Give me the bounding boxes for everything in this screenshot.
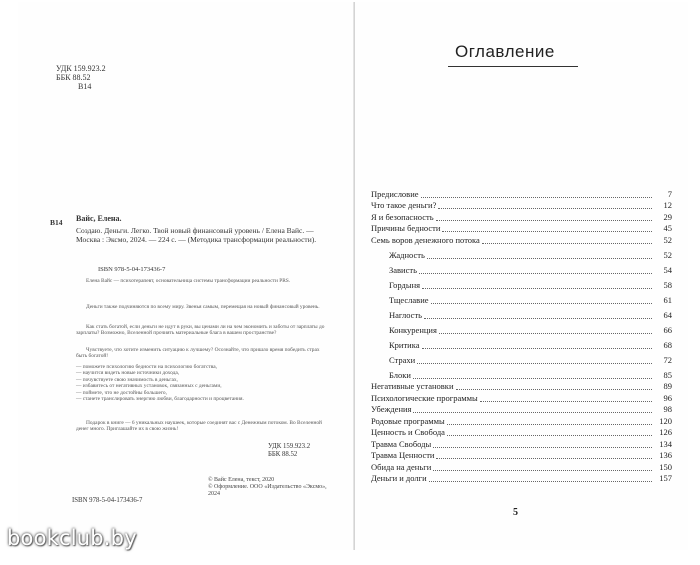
toc-entry-page: 52: [663, 234, 672, 245]
toc-entry-page: 72: [663, 354, 672, 365]
list-item: — почувствуете свою значимость в деньгах,: [76, 376, 178, 383]
annotation-paragraph-1: Елена Вайс — психотерапевт, основательница системы трансформации реальности PRS.: [86, 278, 291, 284]
toc-entry-title: Семь воров денежного потока: [371, 234, 480, 245]
toc-entry: [371, 234, 672, 246]
toc-entry-title: Деньги и долги: [371, 473, 427, 483]
toc-dot-leader: [433, 469, 652, 471]
toc-dot-leader: [421, 196, 652, 198]
list-item: — поможете психологию бедности на психологию богатства,: [76, 364, 217, 370]
bibliographic-record: Создаю. Деньги. Легко. Твой новый финансовый уровень / Елена Вайс. — Москва : Эксмо, 2024. — 224 с. — (Методика трансформации реальности).: [76, 226, 317, 245]
toc-entry-page: 58: [663, 279, 672, 290]
isbn-top: ISBN 978-5-04-173436-7: [98, 266, 166, 273]
toc-dot-leader: [438, 207, 652, 209]
toc-dot-leader: [436, 457, 652, 459]
toc-entry-title: Негативные установки: [371, 381, 454, 391]
toc-entry: [371, 461, 672, 473]
toc-entry-page: 29: [663, 211, 672, 222]
toc-entry-page: 96: [663, 392, 672, 403]
toc-dot-leader: [424, 317, 652, 319]
toc-entry-title: Предисловие: [371, 188, 419, 199]
toc-entry-page: 157: [659, 473, 672, 483]
toc-entry: [371, 392, 672, 404]
toc-entry: [371, 351, 672, 366]
toc-entry: [371, 211, 672, 223]
toc-entry-page: 64: [663, 309, 672, 320]
toc-entry: [371, 306, 672, 321]
page-number: 5: [513, 507, 518, 518]
toc-dot-leader: [419, 272, 652, 274]
toc-entry: [371, 261, 672, 276]
toc-title: Оглавление: [455, 42, 555, 61]
toc-entry: [371, 291, 672, 306]
toc-entry-title: Причины бедности: [371, 223, 441, 233]
udc-block: [56, 64, 106, 91]
author-code: В14: [50, 218, 63, 227]
toc-dot-leader: [427, 257, 652, 259]
toc-entry-page: 85: [663, 369, 672, 380]
list-item: — избавитесь от негативных установок, связанных с деньгами,: [76, 383, 222, 390]
toc-entry-title: Травма Свободы: [371, 438, 432, 449]
toc-entry-title: Родовые программы: [371, 415, 445, 426]
bbk-line: ББК 88.52: [268, 451, 298, 458]
list-item: — станете транслировать энергию любви, благодарности и процветания.: [76, 396, 244, 403]
toc-entry: [371, 188, 672, 200]
toc-entry-title: Ценность и Свобода: [371, 427, 445, 437]
isbn-bottom: ISBN 978-5-04-173436-7: [72, 497, 143, 504]
toc-entry-title: Что такое деньги?: [371, 200, 437, 210]
toc-entry: [371, 366, 672, 381]
toc-entry-page: 52: [663, 249, 672, 260]
annotation-paragraph-3: Как стать богатой, если деньги не идут в руки, вы ценами ли на чем экономить и заботы от зарплаты до зарплаты? Возможно, Вселенной прочиять материальные блага в вашем пространстве?: [76, 324, 325, 337]
toc-entry: [371, 415, 672, 427]
toc-entry-title: Тщеславие: [371, 295, 431, 306]
list-item: — научится видеть новые источники дохода,: [76, 370, 180, 377]
table-of-contents: [371, 188, 672, 484]
watermark-logo: bookclub.by: [7, 526, 137, 550]
udc-line: УДК 159.923.2: [268, 443, 311, 450]
toc-entry-title: Убеждения: [371, 404, 412, 414]
toc-entry-page: 54: [663, 264, 672, 275]
toc-entry: [371, 381, 672, 393]
toc-entry-title: Критика: [371, 340, 422, 351]
toc-dot-leader: [417, 362, 652, 364]
toc-entry-title: Психологические программы: [371, 392, 478, 403]
copyright-design: © Оформление. ООО «Издательство «Эксмо», 2024: [208, 484, 327, 498]
copyright-block: [208, 477, 338, 499]
author-name: Вайс, Елена.: [76, 214, 122, 223]
toc-entry-page: 98: [663, 404, 672, 414]
toc-entry-page: 89: [663, 381, 672, 391]
toc-dot-leader: [429, 480, 652, 482]
toc-entry-title: Конкуренция: [371, 325, 439, 336]
toc-entry-page: 61: [663, 294, 672, 305]
toc-entry-title: Жадность: [371, 250, 427, 261]
toc-entry: [371, 200, 672, 212]
toc-entry-page: 150: [659, 461, 672, 472]
annotation-paragraph-2: Деньги также подчиняются по всему миру. Звенья самым, перемещая на новый финансовый уровень.: [86, 304, 320, 310]
toc-dot-leader: [482, 242, 652, 244]
toc-entry-page: 136: [659, 450, 672, 460]
toc-dot-leader: [456, 388, 653, 390]
toc-entry-title: Травма Ценности: [371, 450, 435, 460]
toc-entry: [371, 438, 672, 450]
toc-dot-leader: [422, 347, 652, 349]
toc-entry-page: 120: [659, 415, 672, 426]
toc-dot-leader: [439, 332, 652, 334]
toc-entry-page: 66: [663, 324, 672, 335]
toc-dot-leader: [480, 400, 652, 402]
left-page: [18, 2, 355, 550]
toc-entry: [371, 427, 672, 439]
toc-entry-title: Наглость: [371, 310, 424, 321]
toc-entry-page: 126: [659, 427, 672, 437]
annotation-paragraph-4: Чувствуете, что хотите изменить ситуацию к лучшему? Осознайте, что пришло время победить страх быть богатой!: [76, 347, 320, 360]
toc-dot-leader: [431, 302, 652, 304]
toc-entry: [371, 223, 672, 235]
toc-entry-title: Обида на деньги: [371, 461, 432, 472]
author-code-line: В14: [78, 82, 92, 91]
bbk-line: ББК 88.52: [56, 73, 91, 82]
toc-entry: [371, 246, 672, 261]
copyright-text: © Вайс Елена, текст, 2020: [208, 477, 275, 483]
udc-bottom: [268, 443, 310, 459]
toc-entry-title: Блоки: [371, 370, 413, 381]
list-item: — поймете, что не достойны большего,: [76, 389, 167, 396]
toc-entry: [371, 450, 672, 462]
toc-dot-leader: [422, 287, 652, 289]
toc-entry: [371, 473, 672, 485]
toc-dot-leader: [413, 411, 652, 413]
toc-entry-page: 68: [663, 339, 672, 350]
toc-entry-title: Зависть: [371, 265, 419, 276]
toc-entry-title: Я и безопасность: [371, 211, 434, 222]
toc-dot-leader: [436, 219, 652, 221]
toc-entry: [371, 321, 672, 336]
toc-entry-page: 7: [667, 188, 672, 199]
toc-entry: [371, 404, 672, 416]
toc-dot-leader: [447, 434, 652, 436]
toc-entry-page: 12: [663, 200, 672, 210]
toc-dot-leader: [413, 377, 652, 379]
toc-entry-page: 134: [659, 438, 672, 449]
udc-line: УДК 159.923.2: [56, 64, 106, 73]
toc-entry-title: Гордыня: [371, 280, 422, 291]
toc-title-underline: [448, 66, 578, 67]
toc-entry: [371, 336, 672, 351]
toc-entry: [371, 276, 672, 291]
toc-dot-leader: [442, 230, 652, 232]
toc-dot-leader: [447, 423, 652, 425]
toc-entry-page: 45: [663, 223, 672, 233]
annotation-paragraph-5: Подарок в книге — 6 уникальных наушеек, которые соединят вас с Денежным потоком. Во Вселенной денег много. Приглашайте их в свою жизнь!: [76, 420, 322, 433]
toc-entry-title: Страхи: [371, 355, 417, 366]
toc-dot-leader: [433, 446, 652, 448]
annotation-list: [76, 364, 326, 402]
